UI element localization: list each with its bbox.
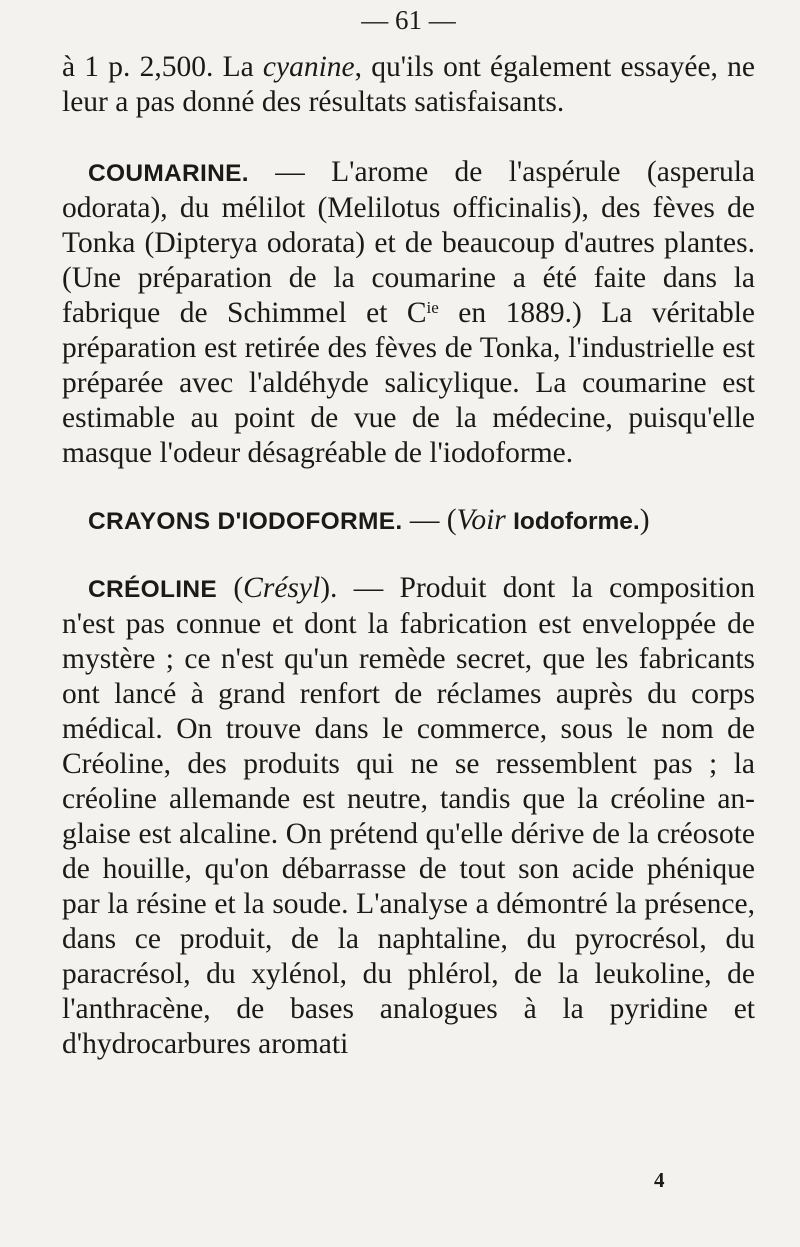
- cross-reference-iodoforme: Iodoforme.: [513, 508, 640, 535]
- text-run: ). — Produit dont la composition n'est pas connue et dont la fabrication est enveloppée de mystère ; ce n'est qu'un remède secret, que les fabricants ont lancé à grand renfort de réclames auprès du corps médical. On trouve dans le commerce, sous le nom de Créoline, des produits qui ne se ressemblent pas ; la créoline allemande est neutre, tandis que la créoline anglaise est alcaline. On prétend qu'elle dérive de la créosote de houille, qu'on débarrasse de tout son acide phénique par la résine et la soude. L'analyse a démontré la présence, dans ce produit, de la naphtaline, du pyrocrésol, du paracrésol, du xylénol, du phlérol, de la leukoline, de l'anthracène, de bases analogues à la pyridine et d'hydrocarbures aromati: [62, 572, 755, 1060]
- paragraph-gap: [62, 539, 755, 571]
- italic-cresyl: Crésyl: [243, 572, 321, 604]
- entry-heading-creoline: CRÉOLINE: [88, 576, 217, 603]
- page-number: — 61 —: [361, 5, 456, 35]
- text-run: — L'arome de l'aspérule (asperula odorata), du mélilot (Melilotus officinalis), des fèves de Tonka (Dipterya odorata) et de beaucoup d'autres plantes. (Une préparation de la coumarine a été faite dans la fabrique de Schimmel et C: [62, 156, 755, 329]
- text-run: en 1889.) La véritable préparation est retirée des fèves de Tonka, l'industrielle est préparée avec l'aldéhyde salicylique. La coumarine est estimable au point de vue de la médecine, puisqu'elle masque l'odeur désagréable de l'iodoforme.: [62, 297, 755, 469]
- entry-heading-crayons: CRAYONS D'IODOFORME.: [88, 508, 403, 535]
- entry-heading-coumarine: COUMARINE.: [88, 160, 249, 187]
- paragraph-gap: [62, 120, 755, 155]
- entry-crayons-iodoforme: [62, 503, 755, 539]
- body-text: [62, 50, 755, 1062]
- paragraph-cyanine-continuation: [62, 50, 755, 120]
- text-run: — (: [402, 504, 457, 536]
- signature-mark: 4: [654, 1168, 665, 1192]
- entry-creoline: [62, 571, 755, 1062]
- italic-voir: Voir: [456, 504, 506, 536]
- text-run: à 1 p. 2,500. La: [62, 51, 263, 83]
- superscript-ie: ie: [426, 298, 439, 317]
- paragraph-gap: [62, 471, 755, 503]
- text-run: ): [639, 504, 650, 536]
- text-run: (: [217, 572, 244, 604]
- text-run: , qu'ils ont également essayée, ne leur a pas donné des résultats satisfaisants.: [62, 51, 755, 118]
- entry-coumarine: [62, 155, 755, 471]
- book-page: [62, 0, 755, 1247]
- italic-term-cyanine: cyanine: [262, 51, 355, 83]
